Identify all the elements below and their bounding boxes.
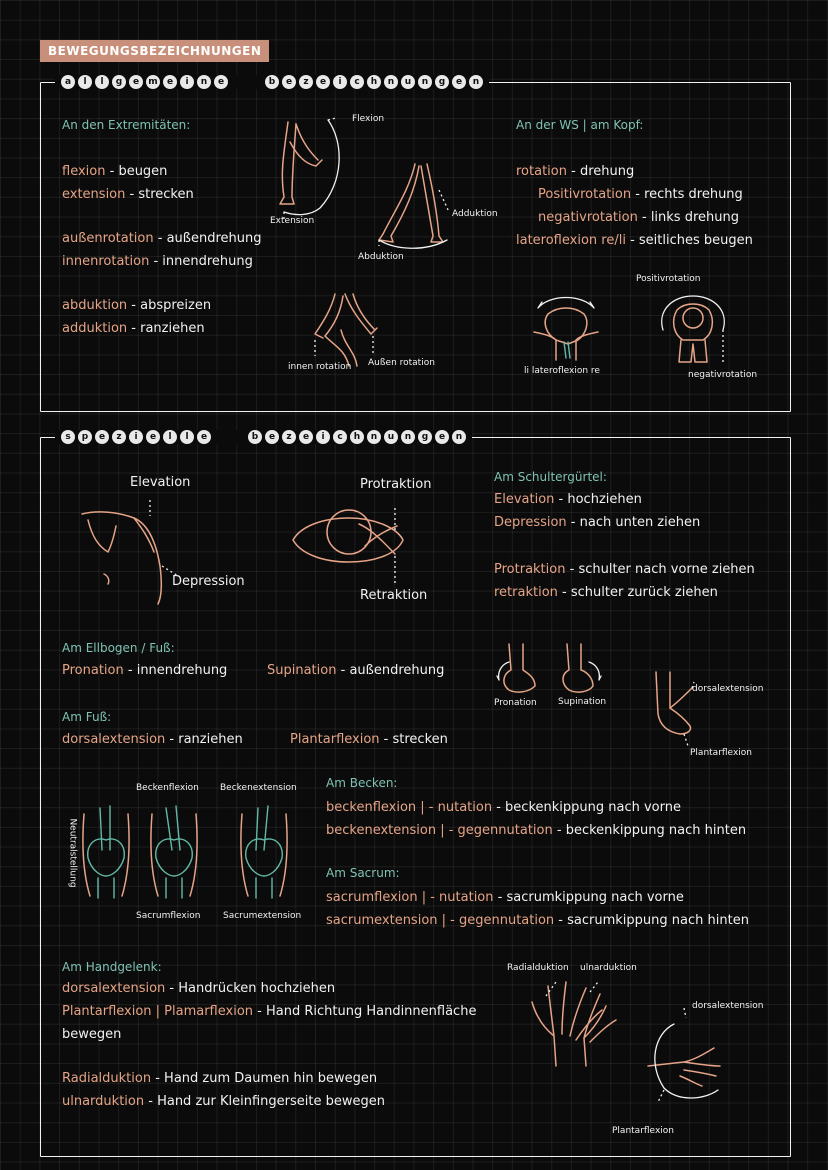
adduktion-label: Adduktion — [452, 209, 498, 219]
heading-letter: c — [333, 430, 347, 444]
heading-letter: z — [282, 430, 296, 444]
shoulder-subtitle: Am Schultergürtel: — [494, 470, 607, 484]
heading-letter — [214, 430, 228, 444]
wrist-list — [62, 977, 476, 1113]
heading-letter: z — [112, 430, 126, 444]
retraktion-label: Retraktion — [360, 588, 428, 603]
heading-letter: e — [95, 430, 109, 444]
shoulder-elevation-illustration — [78, 496, 178, 608]
page-title: BEWEGUNGSBEZEICHNUNGEN — [40, 40, 269, 62]
heading-letter: u — [384, 430, 398, 444]
heading-letter: n — [452, 430, 466, 444]
spine-subtitle: An der WS | am Kopf: — [516, 118, 644, 132]
lateroflexion-label: li lateroflexion re — [524, 366, 600, 376]
general-terms-heading — [55, 75, 489, 89]
pelvis-illustrations — [80, 800, 310, 904]
foot-dorsalextension-label: dorsalextension — [692, 684, 764, 694]
list-item: dorsalextension - Handrücken hochziehen — [62, 981, 336, 996]
sacrum-list — [326, 886, 749, 932]
heading-letter: e — [299, 430, 313, 444]
heading-letter: n — [418, 75, 432, 89]
heading-letter: e — [282, 75, 296, 89]
heading-letter: g — [418, 430, 432, 444]
aussenrotation-label: Außen rotation — [368, 358, 435, 368]
hand-dorsalextension-label: dorsalextension — [692, 1001, 764, 1011]
list-item: adduktion - ranziehen — [62, 321, 205, 336]
list-item: Elevation - hochziehen — [494, 492, 642, 507]
wrist-subtitle: Am Handgelenk: — [62, 960, 162, 974]
sacrumflexion-label: Sacrumflexion — [136, 911, 201, 921]
list-item: Plantarflexion | Plamarflexion - Hand Richtung Handinnenfläche — [62, 1004, 477, 1019]
heading-letter — [231, 75, 245, 89]
ulnarduktion-label: ulnarduktion — [580, 963, 637, 973]
extension-label: Extension — [270, 216, 315, 226]
heading-letter: i — [333, 75, 347, 89]
pelvis-subtitle: Am Becken: — [326, 776, 398, 790]
list-item: beckenflexion | - nutation - beckenkippung nach vorne — [326, 800, 681, 815]
list-item: flexion - beugen — [62, 164, 168, 179]
shoulder-list — [494, 488, 755, 604]
leg-abduction-illustration — [375, 160, 455, 250]
heading-letter: m — [146, 75, 160, 89]
heading-letter: e — [452, 75, 466, 89]
flexion-label: Flexion — [352, 114, 385, 124]
list-item: rotation - drehung — [516, 164, 635, 179]
heading-letter: e — [146, 430, 160, 444]
heading-letter: e — [265, 430, 279, 444]
heading-letter: l — [163, 430, 177, 444]
foot-plantarflexion-label: Plantarflexion — [690, 748, 752, 758]
heading-letter: i — [316, 430, 330, 444]
elbow-subtitle: Am Ellbogen / Fuß: — [62, 641, 175, 655]
list-item: Positivrotation - rechts drehung — [538, 187, 743, 202]
list-item: Plantarflexion - strecken — [290, 732, 448, 747]
heading-letter: n — [401, 430, 415, 444]
list-item: Protraktion - schulter nach vorne ziehen — [494, 562, 755, 577]
list-item: Radialduktion - Hand zum Daumen hin bewegen — [62, 1071, 378, 1086]
heading-letter: e — [129, 75, 143, 89]
heading-letter: e — [197, 430, 211, 444]
list-item: lateroflexion re/li - seitliches beugen — [516, 233, 753, 248]
spine-list — [516, 160, 753, 252]
list-item: negativrotation - links drehung — [538, 210, 739, 225]
list-item: Depression - nach unten ziehen — [494, 515, 701, 530]
pronation-label: Pronation — [494, 698, 537, 708]
list-item: bewegen — [62, 1027, 122, 1042]
heading-letter: l — [95, 75, 109, 89]
list-item: sacrumextension | - gegennutation - sacrumkippung nach hinten — [326, 913, 749, 928]
heading-letter — [231, 430, 245, 444]
depression-label: Depression — [172, 574, 245, 589]
pelvis-list — [326, 796, 746, 842]
list-item: dorsalextension - ranziehen — [62, 732, 243, 747]
heading-letter: s — [61, 430, 75, 444]
heading-letter: z — [299, 75, 313, 89]
positivrotation-label: Positivrotation — [636, 274, 701, 284]
hand-plantarflexion-label: Plantarflexion — [612, 1126, 674, 1136]
heading-letter: l — [78, 75, 92, 89]
list-item: retraktion - schulter zurück ziehen — [494, 585, 718, 600]
beckenextension-label: Beckenextension — [220, 783, 297, 793]
shoulder-protraction-illustration — [285, 500, 415, 590]
neutralstellung-label: Neutralstellung — [67, 818, 78, 888]
heading-letter: a — [61, 75, 75, 89]
heading-letter: i — [180, 75, 194, 89]
list-item: Pronation - innendrehung — [62, 663, 228, 678]
heading-letter: g — [112, 75, 126, 89]
foot-dorsalextension-illustration — [648, 668, 698, 748]
list-item: extension - strecken — [62, 187, 194, 202]
heading-letter: b — [248, 430, 262, 444]
heading-letter: i — [129, 430, 143, 444]
heading-letter: e — [435, 430, 449, 444]
radialduktion-label: Radialduktion — [507, 963, 569, 973]
heading-letter: n — [469, 75, 483, 89]
list-item: abduktion - abspreizen — [62, 298, 212, 313]
heading-letter — [248, 75, 262, 89]
list-item: sacrumflexion | - nutation - sacrumkippung nach vorne — [326, 890, 684, 905]
beckenflexion-label: Beckenflexion — [136, 783, 199, 793]
foot-pronation-illustration — [495, 640, 605, 696]
heading-letter: l — [180, 430, 194, 444]
elevation-label: Elevation — [130, 475, 191, 490]
list-item: außenrotation - außendrehung — [62, 231, 262, 246]
sacrumextension-label: Sacrumextension — [223, 911, 302, 921]
sacrum-subtitle: Am Sacrum: — [326, 866, 400, 880]
head-rotation-illustration — [655, 290, 731, 366]
supination-label: Supination — [558, 697, 607, 707]
special-terms-heading — [55, 430, 472, 444]
heading-letter: b — [265, 75, 279, 89]
heading-letter: c — [350, 75, 364, 89]
abduktion-label: Abduktion — [358, 252, 404, 262]
extremities-subtitle: An den Extremitäten: — [62, 118, 191, 132]
heading-letter: h — [367, 75, 381, 89]
negativrotation-label: negativrotation — [688, 370, 758, 380]
heading-letter: n — [384, 75, 398, 89]
hand-duktion-illustration — [526, 976, 626, 1068]
heading-letter: h — [350, 430, 364, 444]
heading-letter: e — [214, 75, 228, 89]
list-item: Supination - außendrehung — [267, 663, 445, 678]
heading-letter: n — [367, 430, 381, 444]
leg-flexion-illustration — [270, 112, 350, 222]
heading-letter: g — [435, 75, 449, 89]
foot-subtitle: Am Fuß: — [62, 710, 112, 724]
hand-dorsalextension-illustration — [644, 1004, 734, 1104]
list-item: ulnarduktion - Hand zur Kleinfingerseite bewegen — [62, 1094, 385, 1109]
list-item: innenrotation - innendrehung — [62, 254, 253, 269]
heading-letter: n — [197, 75, 211, 89]
heading-letter: u — [401, 75, 415, 89]
heading-letter: p — [78, 430, 92, 444]
extremities-list — [62, 160, 262, 340]
heading-letter: e — [316, 75, 330, 89]
head-lateroflexion-illustration — [528, 292, 604, 364]
protraktion-label: Protraktion — [360, 477, 432, 492]
list-item: beckenextension | - gegennutation - beckenkippung nach hinten — [326, 823, 747, 838]
innenrotation-label: innen rotation — [288, 362, 352, 372]
heading-letter: e — [163, 75, 177, 89]
